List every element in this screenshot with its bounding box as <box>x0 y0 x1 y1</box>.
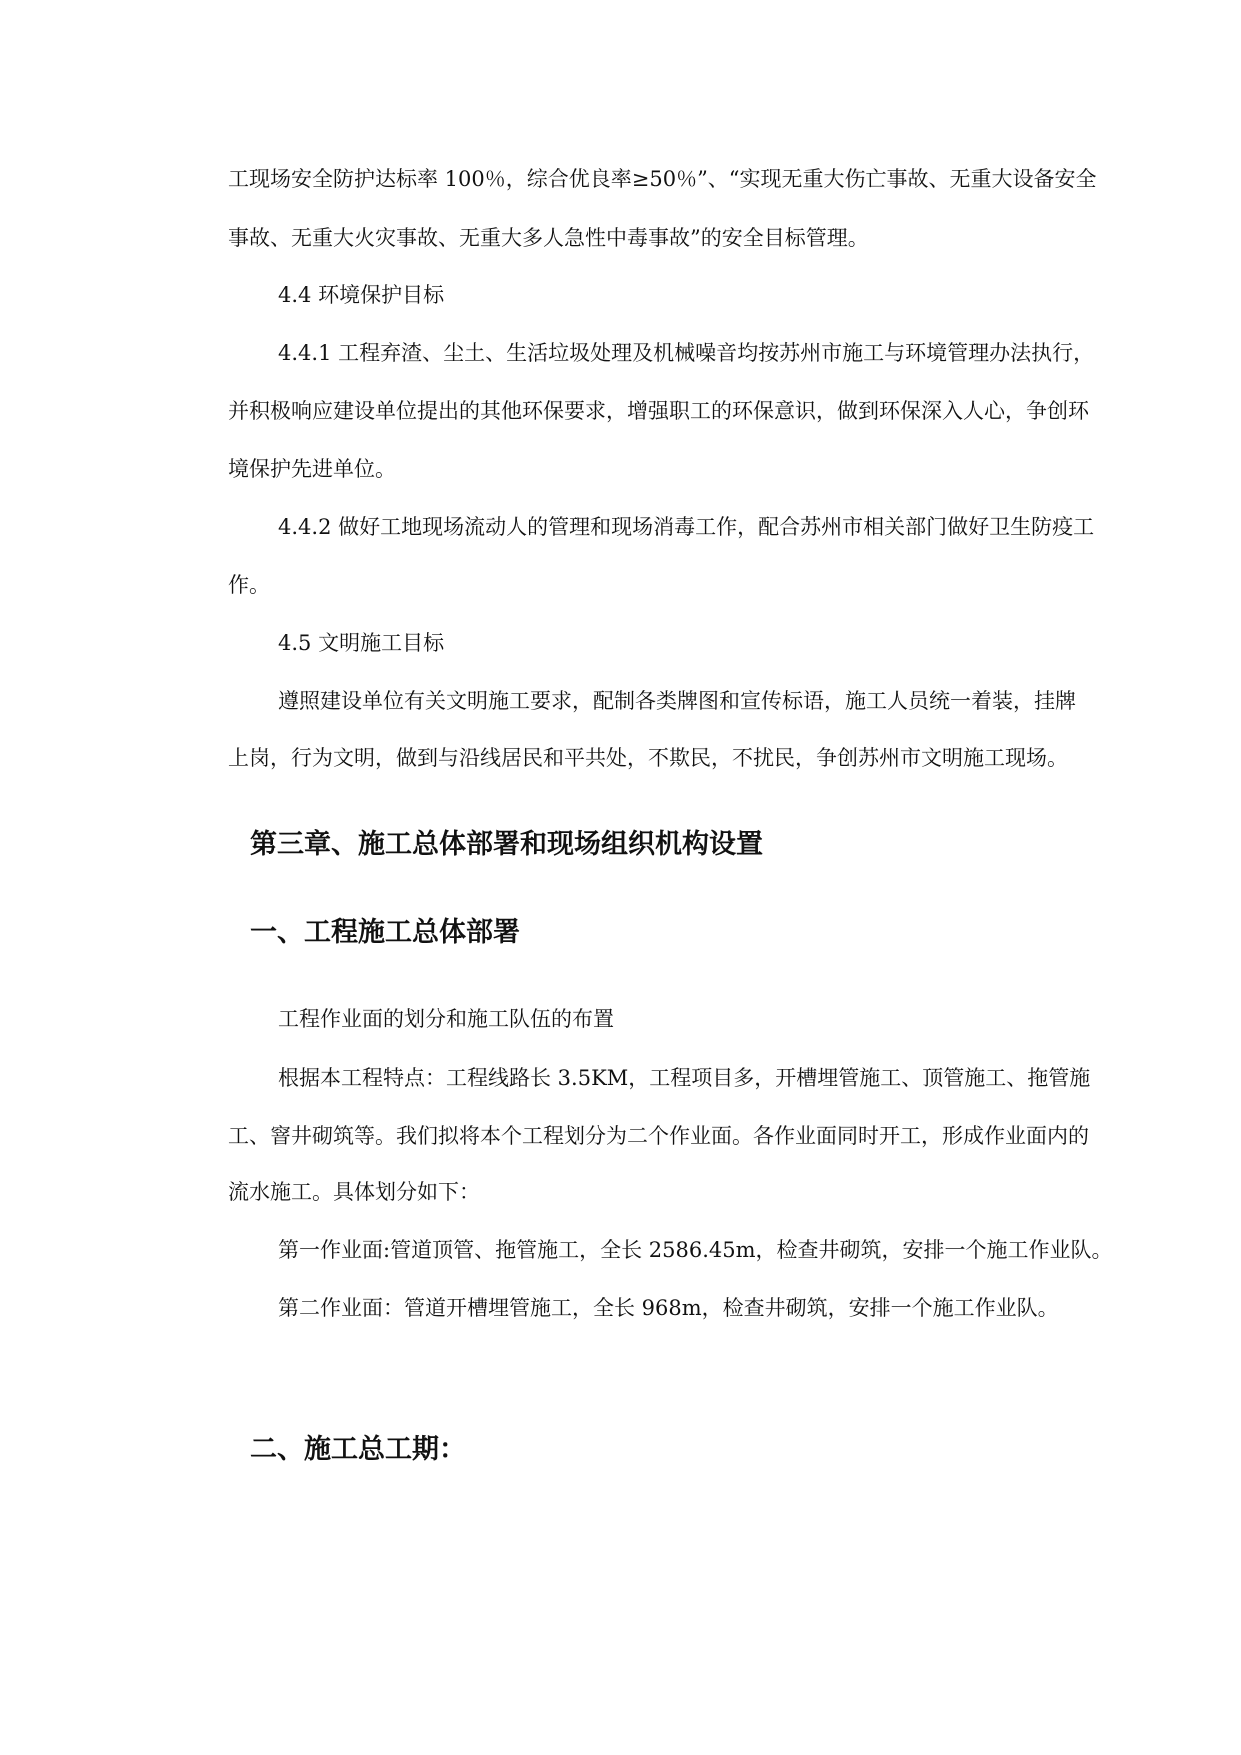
part-2-title: 二、施工总工期： <box>250 1434 466 1465</box>
part-1-subtitle: 工程作业面的划分和施工队伍的布置 <box>278 1007 614 1031</box>
item-4-4-1-line-1: 4.4.1 工程弃渣、尘土、生活垃圾处理及机械噪音均按苏州市施工与环境管理办法执行， <box>278 341 1095 365</box>
item-4-4-2-line-2: 作。 <box>228 573 270 597</box>
section-4-5-title: 4.5 文明施工目标 <box>278 631 445 655</box>
work-face-2: 第二作业面：管道开槽埋管施工，全长 968m，检查井砌筑，安排一个施工作业队。 <box>278 1296 1059 1320</box>
section-4-4-title: 4.4 环境保护目标 <box>278 283 445 307</box>
part-1-paragraph-line-3: 流水施工。具体划分如下： <box>228 1180 480 1204</box>
section-4-5-line-2: 上岗，行为文明，做到与沿线居民和平共处，不欺民，不扰民，争创苏州市文明施工现场。 <box>228 746 1068 770</box>
item-4-4-1-line-2: 并积极响应建设单位提出的其他环保要求，增强职工的环保意识，做到环保深入人心，争创环 <box>228 399 1089 423</box>
part-1-title: 一、工程施工总体部署 <box>250 917 520 948</box>
section-4-5-line-1: 遵照建设单位有关文明施工要求，配制各类牌图和宣传标语，施工人员统一着装，挂牌 <box>278 689 1076 713</box>
work-face-1: 第一作业面:管道顶管、拖管施工，全长 2586.45m，检查井砌筑，安排一个施工作业队。 <box>278 1238 1113 1262</box>
part-1-paragraph-line-1: 根据本工程特点：工程线路长 3.5KM，工程项目多，开槽埋管施工、顶管施工、拖管施 <box>278 1066 1091 1090</box>
safety-goal-line-2: 事故、无重大火灾事故、无重大多人急性中毒事故”的安全目标管理。 <box>228 226 869 250</box>
item-4-4-2-line-1: 4.4.2 做好工地现场流动人的管理和现场消毒工作，配合苏州市相关部门做好卫生防疫工 <box>278 515 1095 539</box>
part-1-paragraph-line-2: 工、窨井砌筑等。我们拟将本个工程划分为二个作业面。各作业面同时开工，形成作业面内的 <box>228 1124 1089 1148</box>
safety-goal-line-1: 工现场安全防护达标率 100％，综合优良率≥50％”、“实现无重大伤亡事故、无重大设备安全 <box>228 167 1097 191</box>
item-4-4-1-line-3: 境保护先进单位。 <box>228 457 396 481</box>
chapter-3-title: 第三章、施工总体部署和现场组织机构设置 <box>250 829 763 860</box>
